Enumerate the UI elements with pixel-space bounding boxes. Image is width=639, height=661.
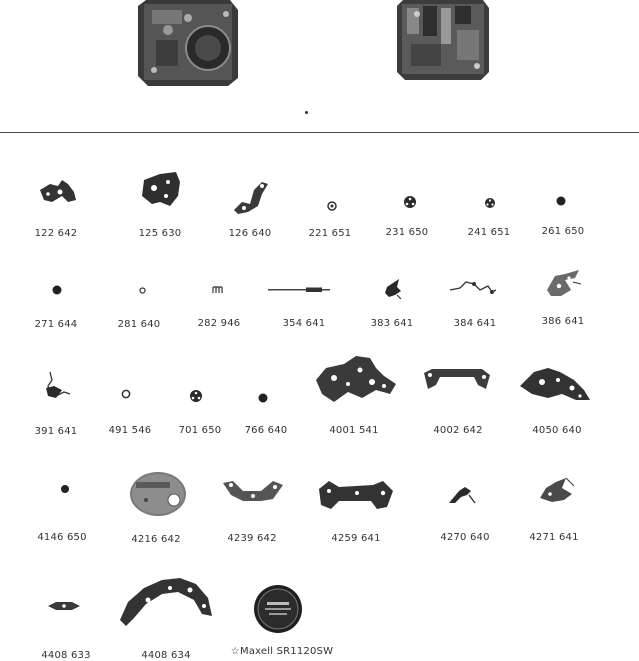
part-282946-image (212, 286, 224, 294)
part-code-label: 125 630 (138, 228, 182, 239)
part-384641-image (448, 278, 500, 298)
part-code-label: 4146 650 (37, 532, 87, 543)
part-701650-image (189, 389, 203, 403)
part-261650-image (556, 196, 566, 206)
part-code-label: 4270 640 (440, 532, 490, 543)
part-4001541-image (314, 354, 398, 404)
part-code-label: 126 640 (228, 228, 272, 239)
part-code-label: 4001 541 (329, 425, 379, 436)
part-code-label: 241 651 (467, 227, 511, 238)
part-221651-image (327, 201, 337, 211)
part-354641-image (268, 286, 330, 294)
part-code-label: 231 650 (385, 227, 429, 238)
part-271644-image (52, 285, 62, 295)
part-code-label: 221 651 (308, 228, 352, 239)
part-231650-image (403, 195, 417, 209)
part-code-label: 282 946 (197, 318, 241, 329)
part-code-label: 4259 641 (331, 533, 381, 544)
part-code-label: 4239 642 (227, 533, 277, 544)
part-code-label: 4050 640 (532, 425, 582, 436)
part-code-label: 766 640 (244, 425, 288, 436)
part-125630-image (140, 172, 182, 208)
part-code-label: 261 650 (541, 226, 585, 237)
part-code-label: 386 641 (541, 316, 585, 327)
part-122642-image (38, 180, 78, 204)
part-4146650-image (60, 484, 70, 494)
part-4408633-image (46, 600, 82, 612)
part-281640-image (139, 287, 146, 294)
part-code-label: 491 546 (108, 425, 152, 436)
part-code-label: 122 642 (34, 228, 78, 239)
part-code-label: 271 644 (34, 319, 78, 330)
part-code-label: 4216 642 (131, 534, 181, 545)
battery-label: ☆Maxell SR1120SW (230, 646, 334, 657)
section-divider (0, 132, 639, 133)
part-4408634-image (118, 576, 214, 628)
part-4002642-image (422, 367, 492, 393)
part-code-label: 383 641 (370, 318, 414, 329)
part-241651-image (484, 197, 496, 209)
part-383641-image (383, 277, 403, 299)
part-4259641-image (317, 479, 395, 511)
part-4239642-image (221, 479, 285, 505)
part-391641-image (44, 368, 74, 402)
part-4216642-image (128, 470, 188, 518)
stray-dot (305, 111, 308, 114)
part-code-label: 281 640 (117, 319, 161, 330)
part-766640-image (258, 393, 268, 403)
part-code-label: 391 641 (34, 426, 78, 437)
part-code-label: 4271 641 (529, 532, 579, 543)
part-code-label: 354 641 (282, 318, 326, 329)
battery-image (253, 584, 303, 634)
part-4270640-image (447, 485, 477, 505)
part-code-label: 384 641 (453, 318, 497, 329)
part-code-label: 4002 642 (433, 425, 483, 436)
movement-back-image (397, 0, 489, 84)
movement-front-image (138, 0, 238, 90)
part-491546-image (121, 389, 131, 399)
part-126640-image (232, 180, 272, 214)
part-code-label: 4408 633 (41, 650, 91, 661)
part-386641-image (545, 268, 583, 298)
part-code-label: 701 650 (178, 425, 222, 436)
part-4050640-image (518, 364, 592, 404)
part-4271641-image (536, 476, 576, 504)
part-code-label: 4408 634 (141, 650, 191, 661)
